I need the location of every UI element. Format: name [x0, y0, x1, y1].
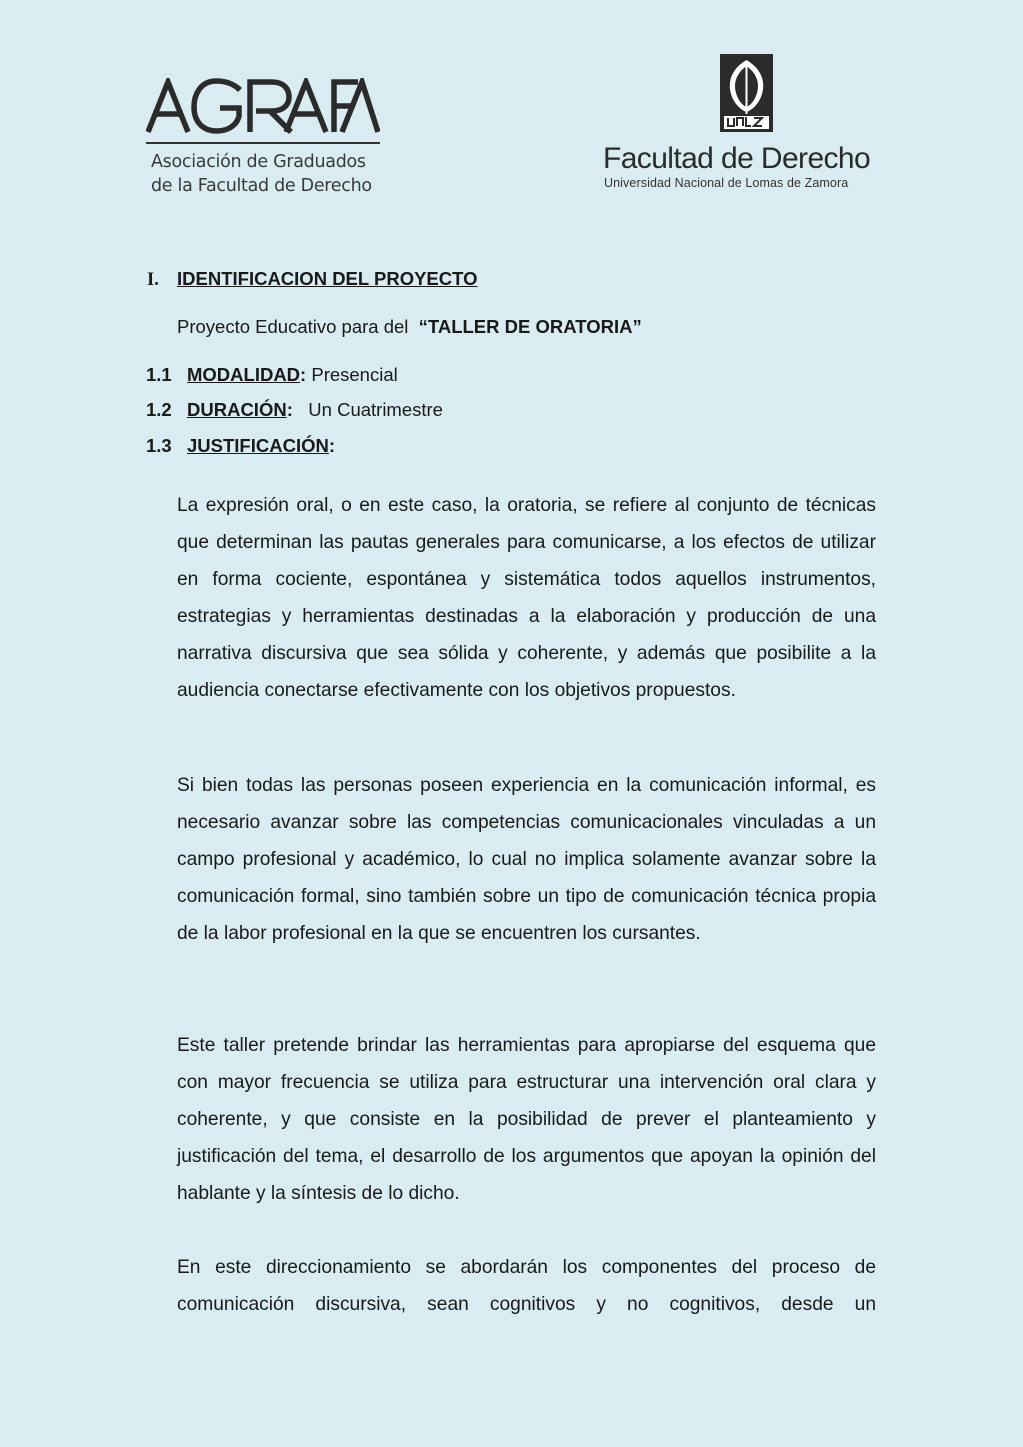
- item-value: Un Cuatrimestre: [308, 399, 443, 420]
- agrafa-divider: [146, 142, 380, 144]
- project-name: “TALLER DE ORATORIA”: [418, 316, 642, 337]
- item-duracion: [146, 399, 443, 421]
- agrafa-wordmark-icon: [146, 78, 380, 134]
- item-colon: :: [328, 435, 336, 456]
- paragraph-4: En este direccionamiento se abordarán los componentes del proceso de comunicación discursiva, sean cognitivos y no cognitivos, desde un: [177, 1257, 876, 1315]
- item-modalidad: [146, 364, 398, 386]
- agrafa-subtitle-line1: Asociación de Graduados: [151, 152, 366, 172]
- facultad-subtitle: Universidad Nacional de Lomas de Zamora: [604, 176, 849, 190]
- unlz-leaf-emblem-icon: [720, 54, 773, 132]
- agrafa-subtitle: [146, 150, 382, 198]
- item-justificacion: [146, 435, 335, 457]
- item-colon: :: [300, 364, 307, 385]
- item-number: 1.2: [146, 399, 172, 420]
- agrafa-subtitle-line2: de la Facultad de Derecho: [151, 176, 372, 196]
- project-prefix: Proyecto Educativo para del: [177, 316, 409, 337]
- item-label: DURACIÓN: [187, 399, 287, 420]
- project-line: [177, 316, 642, 338]
- section-number: I.: [147, 270, 159, 290]
- item-label: JUSTIFICACIÓN: [187, 435, 329, 456]
- section-title: IDENTIFICACION DEL PROYECTO: [177, 268, 478, 289]
- section-heading: [147, 268, 477, 291]
- item-number: 1.1: [146, 364, 172, 385]
- item-label: MODALIDAD: [187, 364, 301, 385]
- facultad-title: Facultad de Derecho: [603, 142, 871, 175]
- item-number: 1.3: [146, 435, 172, 456]
- item-value: Presencial: [311, 364, 398, 385]
- item-colon: :: [286, 399, 293, 420]
- paragraph-3: Este taller pretende brindar las herramientas para apropiarse del esquema que con mayor frecuencia se utiliza para estructurar una intervención oral clara y coherente, y que consiste en la posibilidad de prever el planteamiento y justificación del tema, el desarrollo de los argumentos que apoyan la opinión del hablante y la síntesis de lo dicho.: [177, 1035, 876, 1204]
- agrafa-logo: [146, 78, 382, 198]
- paragraph-2: Si bien todas las personas poseen experiencia en la comunicación informal, es necesario avanzar sobre las competencias comunicacionales vinculadas a un campo profesional y académico, lo cual no implica solamente avanzar sobre la comunicación formal, sino también sobre un tipo de comunicación técnica propia de la labor profesional en la que se encuentren los cursantes.: [177, 775, 876, 944]
- paragraph-1: La expresión oral, o en este caso, la oratoria, se refiere al conjunto de técnicas que determinan las pautas generales para comunicarse, a los efectos de utilizar en forma cociente, espontánea y sistemática todos aquellos instrumentos, estrategias y herramientas destinadas a la elaboración y producción de una narrativa discursiva que sea sólida y coherente, y además que posibilite a la audiencia conectarse efectivamente con los objetivos propuestos.: [177, 495, 876, 701]
